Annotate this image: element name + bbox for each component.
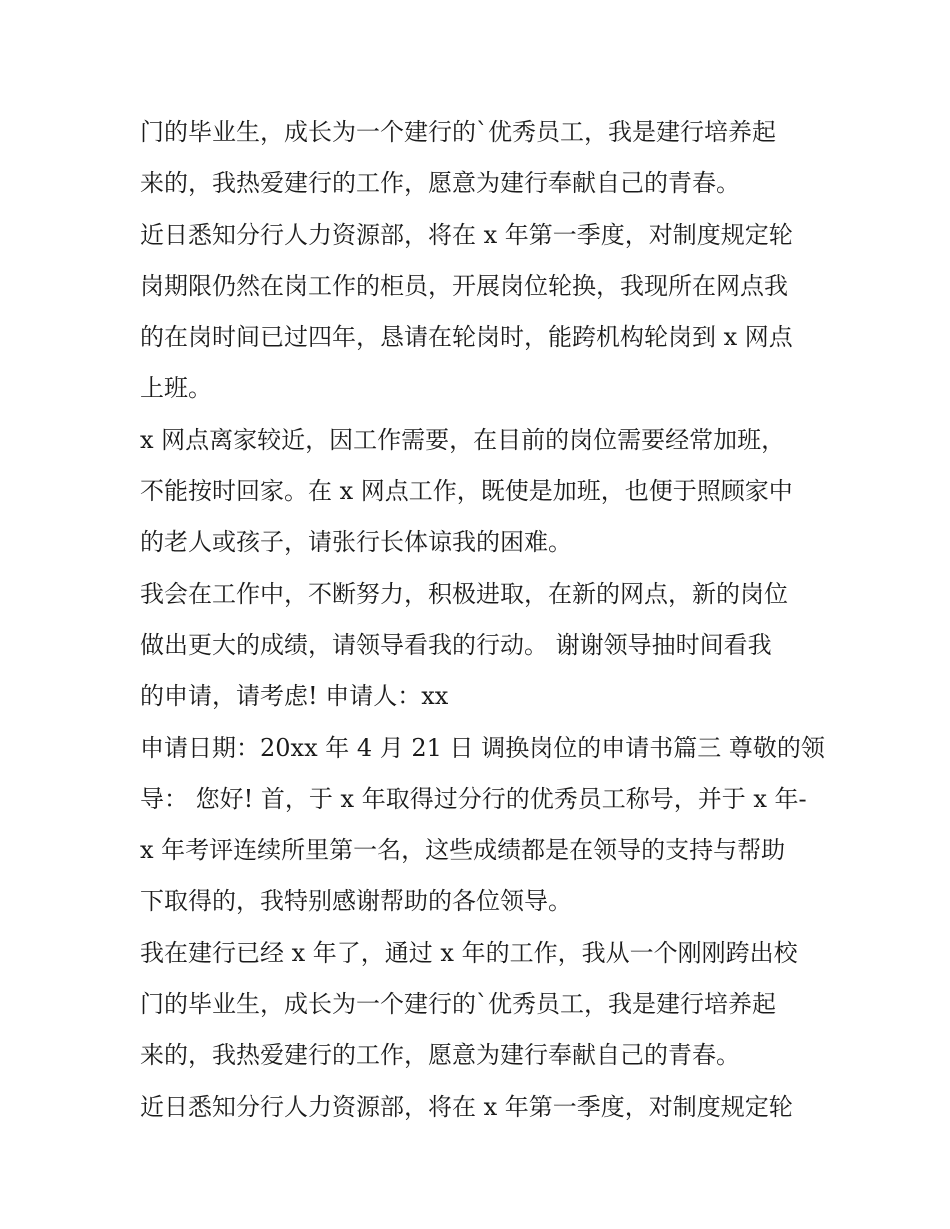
text-line: 近日悉知分行人力资源部，将在 x 年第一季度，对制度规定轮	[140, 1092, 793, 1121]
text-line: 做出更大的成绩，请领导看我的行动。 谢谢领导抽时间看我	[140, 630, 772, 659]
text-line: 我会在工作中，不断努力，积极进取，在新的网点，新的岗位	[140, 579, 788, 608]
text-line: 不能按时回家。在 x 网点工作，既使是加班，也便于照顾家中	[140, 477, 793, 506]
text-line: 门的毕业生，成长为一个建行的`优秀员工，我是建行培养起	[140, 990, 776, 1019]
text-line: 门的毕业生，成长为一个建行的`优秀员工，我是建行培养起	[140, 118, 776, 146]
text-line: 申请日期：20xx 年 4 月 21 日 调换岗位的申请书篇三 尊敬的领	[140, 733, 825, 762]
text-line: 导： 您好! 首，于 x 年取得过分行的优秀员工称号，并于 x 年-	[140, 784, 807, 813]
text-line: 的在岗时间已过四年，恳请在轮岗时，能跨机构轮岗到 x 网点	[140, 323, 793, 352]
text-line: 岗期限仍然在岗工作的柜员，开展岗位轮换，我现所在网点我	[140, 271, 788, 300]
text-line: x 网点离家较近，因工作需要，在目前的岗位需要经常加班，	[140, 425, 786, 454]
text-line: 来的，我热爱建行的工作，愿意为建行奉献自己的青春。	[140, 1041, 740, 1070]
text-line: 来的，我热爱建行的工作，愿意为建行奉献自己的青春。	[140, 169, 740, 198]
text-line: 的老人或孩子，请张行长体谅我的困难。	[140, 528, 572, 557]
text-line: 下取得的，我特别感谢帮助的各位领导。	[140, 887, 572, 916]
document-body	[140, 107, 825, 1133]
text-line: 我在建行已经 x 年了，通过 x 年的工作，我从一个刚刚跨出校	[140, 938, 798, 967]
text-line: 上班。	[140, 374, 212, 403]
text-line: x 年考评连续所里第一名，这些成绩都是在领导的支持与帮助	[140, 836, 786, 865]
text-line: 近日悉知分行人力资源部，将在 x 年第一季度，对制度规定轮	[140, 220, 793, 249]
text-line: 的申请，请考虑! 申请人：xx	[140, 682, 449, 711]
